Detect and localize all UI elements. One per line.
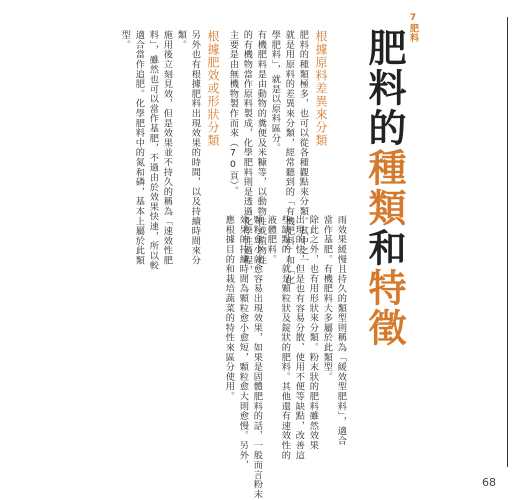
left-p1-col-2: 就是用原料的差異來分類，經常聽到的「有機肥料」和「化 [283, 30, 295, 285]
right-upper-col-6: 液體肥料。 [265, 215, 277, 264]
left-p1-col-3: 學肥料」，就是以原料區分。 [269, 30, 281, 153]
left-p1-col-1: 肥料的種類極多，也可以從各種觀點來分類。其中之一 [297, 30, 309, 266]
left-p1-col-5: 的有機物當作原料製成，化學肥料則是透過化學性過程， [241, 30, 253, 275]
title-part-2: 種類 [362, 148, 406, 228]
left-p2-col-4: 料」，雖然也可以當作基肥，不過由於效果快速，所以較 [147, 30, 159, 271]
section-heading-raw-material: 根據原料差異來分類 [314, 30, 328, 147]
chapter-number: 7 [408, 13, 418, 24]
page-title [364, 28, 404, 348]
chapter-label: 肥料 [408, 23, 418, 43]
title-part-4: 特徵 [362, 268, 406, 348]
page-number: 68 [482, 476, 496, 489]
left-p2-col-6: 型。 [119, 30, 131, 50]
title-part-1: 肥料的 [362, 28, 406, 148]
left-p2-col-5: 適合當作追肥。化學肥料中的氮和磷，基本上屬於此類 [133, 30, 145, 266]
right-upper-col-2: 當作基肥。有機肥料大多屬於此類型。 [321, 215, 333, 382]
left-p2-col-1: 另外也有根據肥料出現效果的時間，以及持續時間來分 [189, 30, 201, 266]
right-lower-col-3: 應根據目的和栽培蔬菜的特性來區分使用。 [223, 215, 235, 402]
left-p1-col-6: 主要是由無機物製作而來（70頁）。 [227, 30, 239, 196]
title-part-3: 和 [362, 228, 406, 268]
section-heading-effect-shape: 根據肥效或形狀分類 [206, 30, 220, 147]
margin-rule [507, 17, 508, 467]
right-upper-col-5: 些缺點的，就是顆粒狀及錠狀的肥料。其他還有速效性的 [279, 215, 291, 460]
left-p2-col-2: 類。 [175, 30, 187, 50]
left-p1-col-4: 有機肥料是由動物的糞便及米糠等，以動物性或植物性 [255, 30, 267, 266]
right-lower-col-2: 效果的持續時間為顆粒愈小愈短，顆粒愈大則愈慢。另外， [237, 215, 249, 470]
right-lower-col-1: 顆粒愈小就愈容易出現效果，如果是固體肥料的話，一般而言粉末 [251, 215, 263, 500]
right-upper-col-4: 出現的快，但是也有容易分散、使用不便等缺點，改善這 [293, 215, 305, 460]
right-upper-col-3: 除此之外，也有用形狀來分類。粉末狀的肥料雖然效果 [307, 215, 319, 451]
right-upper-col-1: 雨效果緩慢且持久的類型則稱為「緩效型肥料」，適合 [335, 215, 347, 446]
left-p2-col-3: 施用後立刻見效，但是效果並不持久的稱為「速效性肥 [161, 30, 173, 266]
chapter-tag [407, 13, 420, 43]
